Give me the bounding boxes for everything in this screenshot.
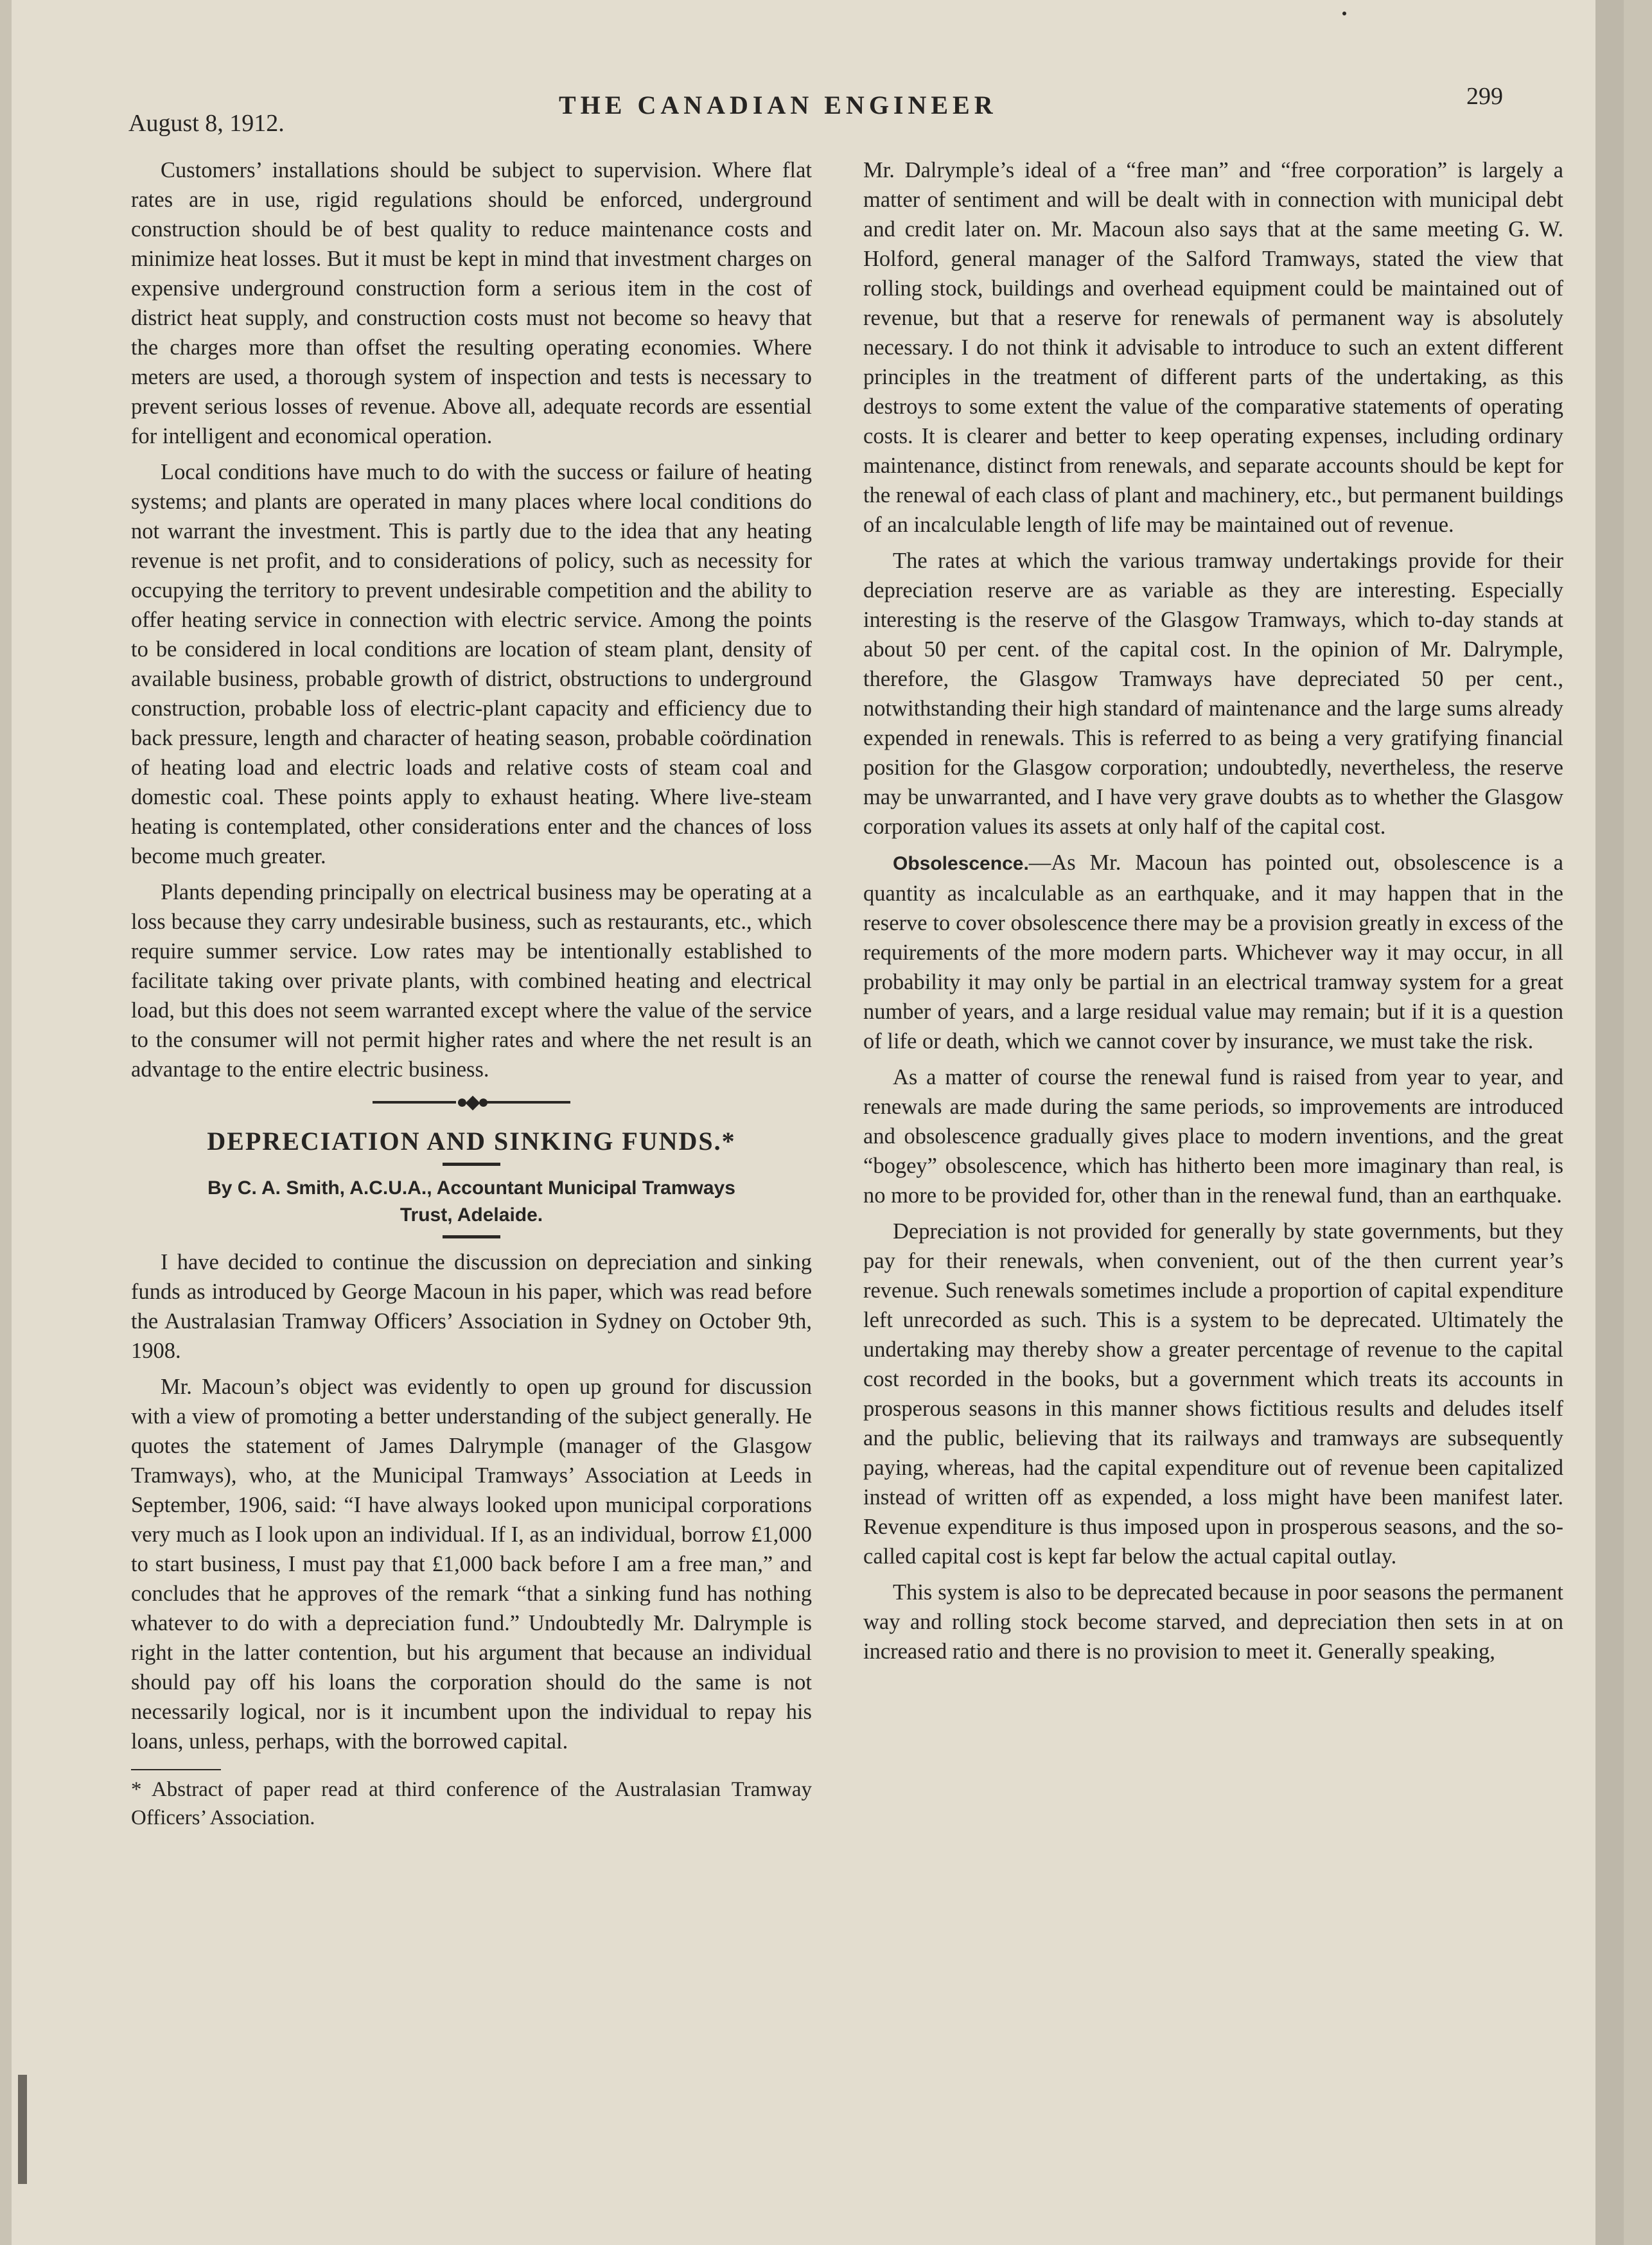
byline-rule [443, 1235, 500, 1238]
footnote-text: * Abstract of paper read at third conference of the Australasian Tramway Officers’ Association. [131, 1778, 812, 1829]
left-column [131, 155, 812, 1838]
divider-line [373, 1101, 456, 1104]
paragraph: As a matter of course the renewal fund is raised from year to year, and renewals are made during the same periods, so improvements are introduced and obsolescence gradually gives place to modern inventions, and the great “bogey” obsolescence, which has hitherto been more imaginary than real, is no more to be provided for, other than in the renewal fund, than an earthquake. [863, 1065, 1563, 1208]
binding-shadow [18, 2075, 27, 2184]
byline-line: Trust, Adelaide. [400, 1204, 543, 1226]
paragraph: The rates at which the various tramway undertakings provide for their depreciation reserve are as variable as they are interesting. Especially interesting is the reserve of the Glasgow Tramways, which to-day stands at about 50 per cent. of the capital cost. In the opinion of Mr. Dalrymple, therefore, the Glasgow Tramways have depreciated 50 per cent., notwithstanding their high standard of maintenance and the large sums already expended in renewals. This is referred to as being a very gratifying financial position for the Glasgow corporation; undoubtedly, nevertheless, the reserve may be unwarranted, and I have very grave doubts as to whether the Glasgow corporation values its assets at only half of the capital cost. [863, 549, 1563, 839]
paragraph: Mr. Dalrymple’s ideal of a “free man” and “free corporation” is largely a matter of sentiment and will be dealt with in connection with municipal debt and credit later on. Mr. Macoun also says that at the same meeting G. W. Holford, general manager of the Salford Tramways, stated the view that rolling stock, buildings and overhead equipment could be maintained out of revenue, but that a reserve for renewals of permanent way is absolutely necessary. I do not think it advisable to introduce to such an extent different principles in the treatment of different parts of the undertaking, as this destroys to some extent the value of the comparative statements of operating costs. It is clearer and better to keep operating expenses, including ordinary maintenance, distinct from renewals, and separate accounts should be kept for the renewal of each class of plant and machinery, etc., but permanent buildings of an incalculable length of life may be maintained out of revenue. [863, 158, 1563, 537]
paragraph: Depreciation is not provided for generally by state governments, but they pay for their renewals, when convenient, out of the then current year’s revenue. Such renewals sometimes include a proportion of capital expenditure left unrecorded as such. This is a system to be deprecated. Ultimately the undertaking may thereby show a greater percentage of revenue to the capital cost recorded in the books, but a government which treats its accounts in prosperous seasons in this manner shows fictitious results and deludes itself and the public, believing that its railways and tramways are subsequently paying, whereas, had the capital expenditure out of revenue been capitalized instead of written off as expended, a loss might have been manifest later. Revenue expenditure is thus imposed upon in prosperous seasons, and the so-called capital cost is kept far below the actual capital outlay. [863, 1219, 1563, 1569]
page-number: 299 [1466, 83, 1503, 110]
article-title: DEPRECIATION AND SINKING FUNDS.* [207, 1127, 736, 1156]
subheading: Obsolescence. [893, 853, 1029, 874]
page-edge [1595, 0, 1624, 2245]
journal-title: THE CANADIAN ENGINEER [559, 91, 997, 119]
paragraph: Customers’ installations should be subject to supervision. Where flat rates are in use, rigid regulations should be enforced, underground construction should be of best quality to reduce maintenance costs and minimize heat losses. But it must be kept in mind that investment charges on expensive underground construction form a serious item in the cost of district heat supply, and construction costs must not become so heavy that the charges more than offset the resulting operating economies. Where meters are used, a thorough system of inspection and tests is necessary to prevent serious losses of revenue. Above all, adequate records are essential for intelligent and economical operation. [131, 158, 812, 448]
right-column [863, 155, 1563, 1673]
title-rule [443, 1163, 500, 1166]
paragraph: Mr. Macoun’s object was evidently to open up ground for discussion with a view of promoting a better understanding of the subject generally. He quotes the statement of James Dalrymple (manager of the Glasgow Tramways), who, at the Municipal Tramways’ Association at Leeds in September, 1906, said: “I have always looked upon municipal corporations very much as I look upon an individual. If I, as an individual, borrow £1,000 to start business, I must pay that £1,000 back before I am a free man,” and concludes that he approves of the remark “that a sinking fund has nothing whatever to do with a depreciation fund.” Undoubtedly Mr. Dalrymple is right in the latter contention, but his argument that because an individual should pay off his loans the corporation should do the same is not necessarily logical, nor is it incumbent upon the individual to repay his loans, unless, perhaps, with the borrowed capital. [131, 1375, 812, 1754]
divider-line [487, 1101, 570, 1104]
byline [150, 1175, 793, 1229]
paragraph: Local conditions have much to do with the success or failure of heating systems; and plants are operated in many places where local conditions do not warrant the investment. This is partly due to the idea that any heating revenue is net profit, and to considerations of policy, such as necessity for occupying the territory to prevent undesirable competition and the ability to offer heating service in connection with electric service. Among the points to be considered in local conditions are location of steam plant, density of available business, probable growth of district, obstructions to underground construction, probable loss of electric-plant capacity and efficiency due to back pressure, length and character of heating season, probable coördination of heating load and electric loads and relative costs of steam coal and domestic coal. These points apply to exhaust heating. Where live-steam heating is contemplated, other considerations enter and the chances of loss become much greater. [131, 460, 812, 868]
journal-page [12, 0, 1624, 2245]
divider-ornament: ●◆● [456, 1091, 487, 1113]
paragraph: This system is also to be deprecated because in poor seasons the permanent way and rolling stock become starved, and depreciation then sets in at on increased ratio and there is no provision to meet it. Generally speaking, [863, 1580, 1563, 1664]
paragraph [863, 848, 1563, 1056]
issue-date: August 8, 1912. [128, 110, 285, 137]
section-divider [131, 1091, 812, 1113]
footnote [131, 1775, 812, 1832]
byline-line: By C. A. Smith, A.C.U.A., Accountant Municipal Tramways [207, 1177, 735, 1199]
speck [1342, 12, 1346, 15]
paragraph: Plants depending principally on electrical business may be operating at a loss because they carry undesirable business, such as restaurants, etc., which require summer service. Low rates may be intentionally established to facilitate taking over private plants, with combined heating and electrical load, but this does not seem warranted except where the value of the service to the consumer will not permit higher rates and where the net result is an advantage to the entire electric business. [131, 880, 812, 1082]
paragraph: I have decided to continue the discussion on depreciation and sinking funds as introduced by George Macoun in his paper, which was read before the Australasian Tramway Officers’ Association in Sydney on October 9th, 1908. [131, 1250, 812, 1363]
footnote-rule [131, 1769, 221, 1770]
paragraph-text: —As Mr. Macoun has pointed out, obsolescence is a quantity as incalculable as an earthquake, and it may happen that in the reserve to cover obsolescence there may be a provision greatly in excess of the requirements of the more modern parts. Whichever way it may occur, in all probability it may only be partial in an electrical tramway system for a great number of years, and a large residual value may remain; but if it is a question of life or death, which we cannot cover by insurance, we must take the risk. [863, 850, 1563, 1053]
